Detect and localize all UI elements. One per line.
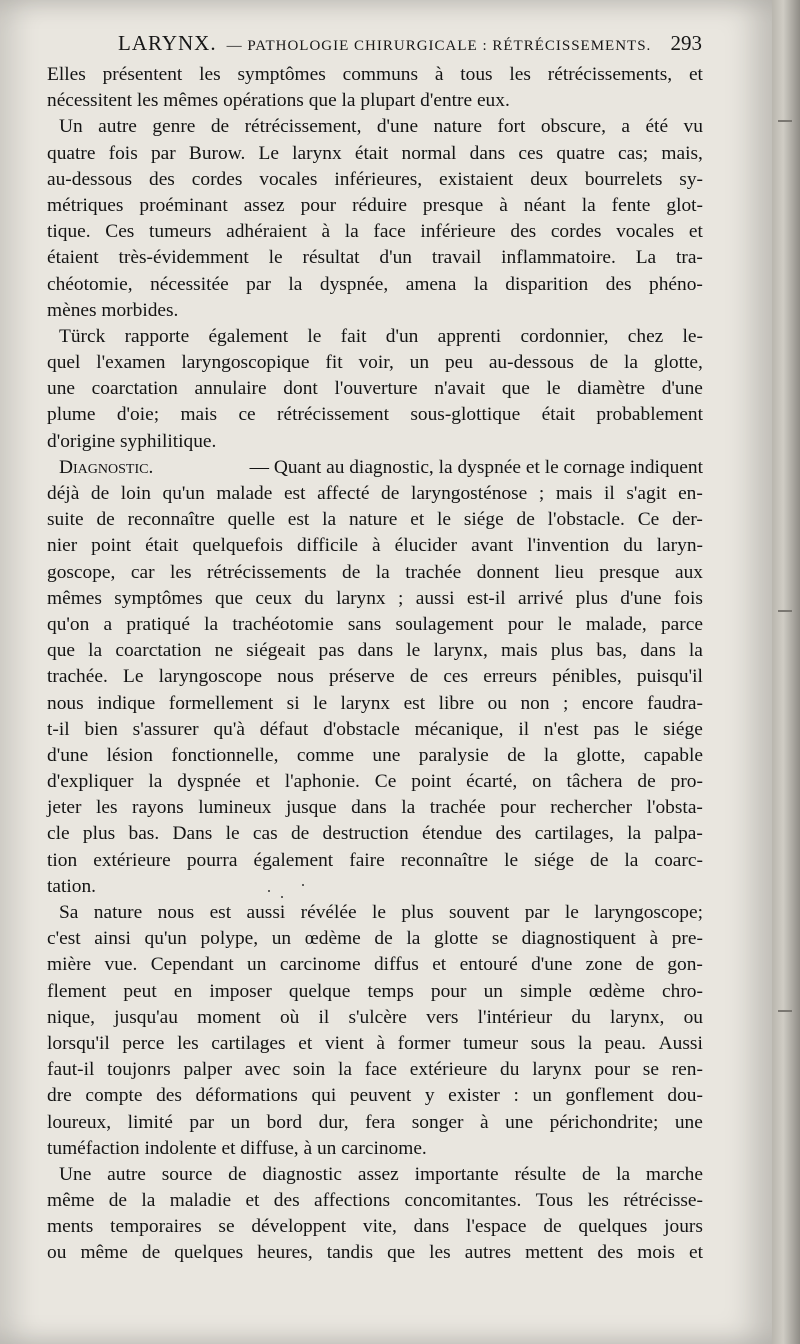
- text-line: nous indique formellement si le larynx est libre ou non ; encore faudra-: [47, 692, 703, 714]
- edge-mark: [778, 1010, 792, 1012]
- text-line: Une autre source de diagnostic assez importante résulte de la marche: [59, 1163, 703, 1185]
- text-line: lorsqu'il perce les cartilages et vient à former tumeur sous la peau. Aussi: [47, 1032, 703, 1054]
- edge-mark: [778, 610, 792, 612]
- text-line: mènes morbides.: [47, 299, 179, 321]
- text-line: une coarctation annulaire dont l'ouverture n'avait que le diamètre d'une: [47, 378, 703, 400]
- text-line: quel l'examen laryngoscopique fit voir, un peu au-dessous de la glotte,: [47, 352, 703, 374]
- text-line: d'une lésion fonctionnelle, comme une paralysie de la glotte, capable: [47, 744, 703, 766]
- text-line: Sa nature nous est aussi révélée le plus souvent par le laryngoscope;: [59, 902, 703, 923]
- text-line: Türck rapporte également le fait d'un apprenti cordonnier, chez le-: [59, 325, 703, 347]
- text-line: déjà de loin qu'un malade est affecté de laryngosténose ; mais il s'agit en-: [47, 483, 703, 504]
- text-line: [47, 455, 703, 481]
- paragraph: [47, 455, 703, 900]
- text-line: étaient très-évidemment le résultat d'un travail inflammatoire. La tra-: [47, 247, 703, 269]
- text-span: — Quant au diagnostic, la dyspnée et le cornage indiquent: [249, 456, 703, 478]
- text-line: quatre fois par Burow. Le larynx était normal dans ces quatre cas; mais,: [47, 142, 703, 164]
- print-speck: [268, 890, 270, 892]
- text-line: c'est ainsi qu'un polype, un œdème de la glotte se diagnostiquent à pre-: [47, 928, 703, 950]
- page-edge: [772, 0, 800, 1344]
- text-line: tation.: [47, 875, 97, 897]
- text-line: nique, jusqu'au moment où il s'ulcère vers l'intérieur du larynx, ou: [47, 1006, 703, 1028]
- text-line: t-il bien s'assurer qu'à défaut d'obstacle mécanique, il n'est pas le siége: [47, 718, 703, 740]
- text-line: d'origine syphilitique.: [47, 430, 217, 452]
- text-line: qu'on a pratiqué la trachéotomie sans soulagement pour le malade, parce: [47, 613, 703, 635]
- text-line: plume d'oie; mais ce rétrécissement sous-glottique était probablement: [47, 404, 703, 426]
- text-line: nécessitent les mêmes opérations que la plupart d'entre eux.: [47, 90, 510, 112]
- text-line: que la coarctation ne siégeait pas dans le larynx, mais plus bas, dans la: [47, 640, 703, 662]
- text-line: nier point était quelquefois difficile à élucider avant l'invention du laryn-: [47, 535, 703, 557]
- text-line: cle plus bas. Dans le cas de destruction étendue des cartilages, la palpa-: [47, 823, 703, 845]
- text-line: ments temporaires se développent vite, dans l'espace de quelques jours: [47, 1216, 703, 1238]
- running-title: LARYNX.: [118, 31, 217, 55]
- text-line: loureux, limité par un bord dur, fera songer à une périchondrite; une: [47, 1111, 703, 1133]
- paragraph: [47, 114, 703, 324]
- paragraph: [47, 900, 703, 1162]
- text-line: métriques proéminant assez pour réduire presque à néant la fente glot-: [47, 194, 703, 216]
- section-title: — PATHOLOGIE CHIRURGICALE : RÉTRÉCISSEMENTS.: [226, 38, 652, 54]
- paragraph: [47, 324, 703, 455]
- text-line: jeter les rayons lumineux jusque dans la trachée pour rechercher l'obsta-: [47, 797, 703, 819]
- paragraph: [47, 62, 703, 114]
- text-line: au-dessous des cordes vocales inférieures, existaient deux bourrelets sy-: [47, 168, 703, 190]
- text-line: trachée. Le laryngoscope nous préserve de ces erreurs pénibles, puisqu'il: [47, 666, 703, 688]
- text-line: tuméfaction indolente et diffuse, à un carcinome.: [47, 1137, 427, 1159]
- text-line: Elles présentent les symptômes communs à tous les rétrécissements, et: [47, 64, 703, 85]
- print-speck: [302, 884, 304, 886]
- text-line: même de la maladie et des affections concomitantes. Tous les rétrécisse-: [47, 1190, 703, 1212]
- text-line: ou même de quelques heures, tandis que les autres mettent des mois et: [47, 1242, 703, 1264]
- text-line: flement peut en imposer quelque temps pour un simple œdème chro-: [47, 980, 703, 1002]
- edge-mark: [778, 120, 792, 122]
- text-line: goscope, car les rétrécissements de la trachée donnent lieu presque aux: [47, 561, 703, 583]
- text-line: tion extérieure pourra également faire reconnaître le siége de la coarc-: [47, 849, 703, 871]
- text-line: mêmes symptômes que ceux du larynx ; aussi est-il arrivé plus d'une fois: [47, 587, 703, 609]
- page-number: 293: [670, 31, 702, 55]
- running-header: [118, 31, 702, 57]
- text-line: chéotomie, nécessitée par la dyspnée, amena la disparition des phéno-: [47, 273, 703, 295]
- text-line: d'expliquer la dyspnée et l'aphonie. Ce point écarté, on tâchera de pro-: [47, 771, 703, 793]
- body-text: [47, 62, 703, 1267]
- text-line: suite de reconnaître quelle est la nature et le siége de l'obstacle. Ce der-: [47, 509, 703, 531]
- text-line: faut-il toujonrs palper avec soin la face extérieure du larynx pour se ren-: [47, 1059, 703, 1081]
- section-lead: Diagnostic.: [59, 456, 154, 478]
- text-line: Un autre genre de rétrécissement, d'une nature fort obscure, a été vu: [59, 116, 703, 138]
- text-line: dre compte des déformations qui peuvent y exister : un gonflement dou-: [47, 1085, 703, 1107]
- paragraph: [47, 1162, 703, 1267]
- text-line: mière vue. Cependant un carcinome diffus et entouré d'une zone de gon-: [47, 954, 703, 976]
- print-speck: [281, 896, 283, 898]
- text-line: tique. Ces tumeurs adhéraient à la face inférieure des cordes vocales et: [47, 221, 703, 243]
